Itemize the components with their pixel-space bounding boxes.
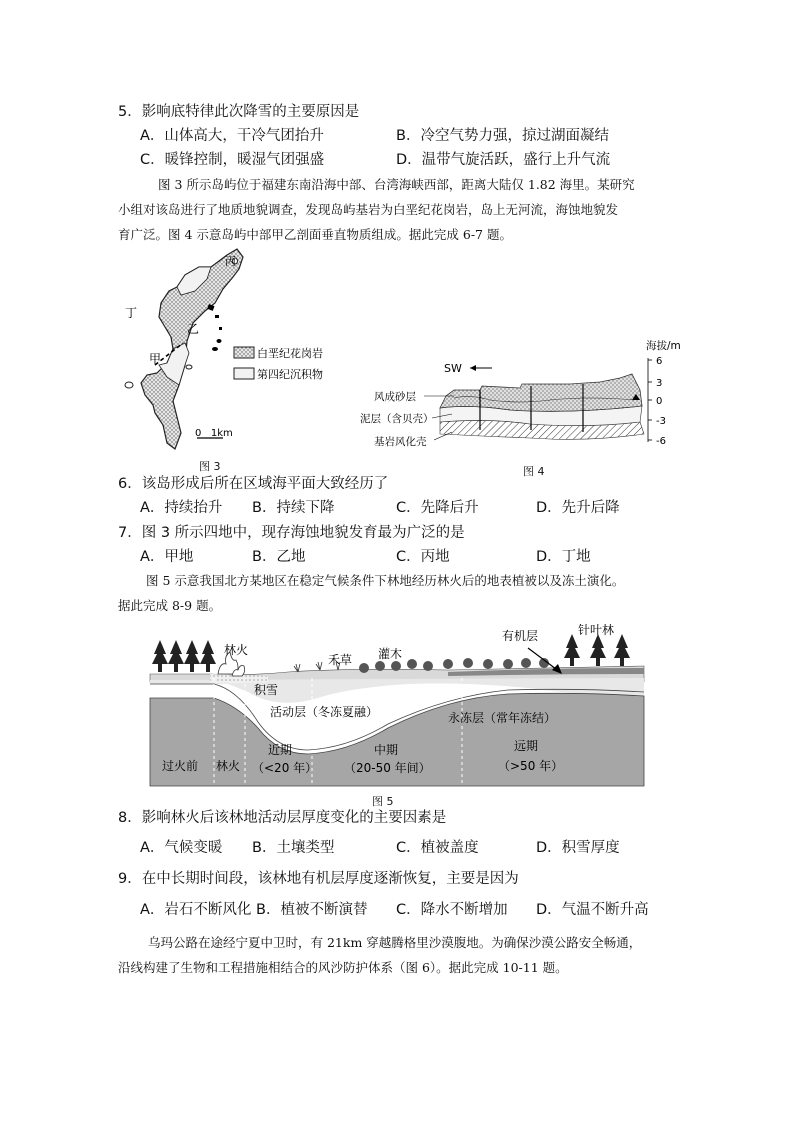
elevation-tick-label: 6 [656, 356, 663, 367]
label-permafrost: 永冻层（常年冻结） [448, 711, 557, 725]
label-organic-layer: 有机层 [502, 629, 539, 643]
elevation-tick-label: 3 [656, 378, 663, 389]
intro-6-7-line-2: 小组对该岛进行了地质地貌调查，发现岛屿基岩为白垩纪花岗岩，岛上无河流，海蚀地貌发 [118, 202, 619, 217]
question-7-stem: 7．图 3 所示四地中，现存海蚀地貌发育最为广泛的是 [118, 525, 465, 541]
label-far-term: 远期 [514, 739, 539, 753]
legend-granite-label: 白垩纪花岗岩 [257, 347, 323, 360]
figure-3-caption: 图 3 [199, 460, 221, 473]
legend-granite-swatch [234, 347, 254, 358]
map-label-jia: 甲 [149, 352, 162, 366]
q5-option-c: C．暖锋控制，暖湿气团强盛 [140, 152, 325, 168]
label-far-term-age: （>50 年） [498, 759, 564, 773]
figure-5-permafrost-diagram [148, 618, 646, 788]
intro-10-11-line-1: 乌玛公路在途经宁夏中卫时，有 21km 穿越腾格里沙漠腹地。为确保沙漠公路安全畅通， [148, 935, 642, 950]
figure-4-caption: 图 4 [523, 465, 545, 478]
conifer-tree-icon [590, 634, 606, 666]
conifer-tree-icon [152, 640, 168, 672]
layer-label-sand: 风成砂层 [374, 391, 416, 403]
q6-option-a: A．持续抬升 [140, 500, 223, 516]
elevation-axis-label: 海拔/m [646, 340, 681, 352]
label-conifer: 针叶林 [578, 623, 615, 637]
elevation-tick-label: -6 [656, 436, 666, 447]
intro-6-7-line-3: 育广泛。图 4 示意岛屿中部甲乙剖面垂直物质组成。据此完成 6-7 题。 [118, 227, 512, 242]
label-before-fire: 过火前 [162, 759, 199, 773]
q7-option-a: A．甲地 [140, 549, 194, 565]
direction-label: SW [444, 362, 462, 375]
q8-option-c: C．植被盖度 [396, 840, 479, 856]
question-9-stem: 9．在中长期时间段，该林地有机层厚度逐渐恢复，主要是因为 [118, 871, 519, 887]
q5-option-b: B．冷空气势力强，掠过湖面凝结 [396, 128, 609, 144]
label-active-layer: 活动层（冬冻夏融） [270, 705, 379, 719]
q7-option-b: B．乙地 [252, 549, 306, 565]
q8-option-a: A．气候变暖 [140, 840, 223, 856]
intro-6-7-line-1: 图 3 所示岛屿位于福建东南沿海中部、台湾海峡西部，距离大陆仅 1.82 海里。某研究 [158, 177, 635, 192]
q9-option-b: B．植被不断演替 [256, 902, 368, 918]
question-6-stem: 6．该岛形成后所在区域海平面大致经历了 [118, 476, 389, 492]
q7-option-c: C．丙地 [396, 549, 450, 565]
q5-option-d: D．温带气旋活跃，盛行上升气流 [396, 152, 611, 168]
conifer-tree-icon [168, 640, 184, 672]
q8-option-d: D．积雪厚度 [536, 840, 620, 856]
conifer-tree-icon [200, 640, 216, 672]
map-label-ding: 丁 [125, 306, 138, 320]
scale-label: 0 1km [195, 428, 233, 439]
figure-4-cross-section [360, 338, 700, 453]
question-5-stem: 5．影响底特律此次降雪的主要原因是 [118, 104, 360, 120]
intro-10-11-line-2: 沿线构建了生物和工程措施相结合的风沙防护体系（图 6）。据此完成 10-11 题。 [118, 960, 568, 975]
label-near-term: 近期 [268, 743, 293, 757]
intro-8-9-line-2: 据此完成 8-9 题。 [118, 598, 222, 613]
figure-5-caption: 图 5 [372, 795, 394, 808]
q7-option-d: D．丁地 [536, 549, 591, 565]
map-label-yi: 乙 [187, 322, 200, 336]
legend-quaternary-label: 第四纪沉积物 [257, 368, 323, 381]
elevation-tick-label: -3 [656, 416, 666, 427]
conifer-tree-icon [614, 634, 630, 666]
q8-option-b: B．土壤类型 [252, 840, 335, 856]
elevation-tick-label: 0 [656, 396, 663, 407]
q6-option-d: D．先升后降 [536, 500, 620, 516]
label-fire-zone: 林火 [216, 759, 241, 773]
q6-option-c: C．先降后升 [396, 500, 479, 516]
layer-label-mud: 泥层（含贝壳） [360, 413, 434, 425]
label-snow: 积雪 [254, 683, 279, 697]
question-8-stem: 8．影响林火后该林地活动层厚度变化的主要因素是 [118, 810, 447, 826]
label-mid-term: 中期 [374, 743, 399, 757]
q9-option-d: D．气温不断升高 [536, 902, 649, 918]
q9-option-c: C．降水不断增加 [396, 902, 508, 918]
label-fire: 林火 [224, 643, 249, 657]
label-mid-term-age: （20-50 年间） [344, 761, 431, 775]
layer-label-bedrock: 基岩风化壳 [374, 436, 427, 448]
figure-3-island-map [115, 245, 360, 460]
conifer-trees-before-fire [152, 640, 216, 672]
q9-option-a: A．岩石不断风化 [140, 902, 252, 918]
legend-quaternary-swatch [234, 368, 254, 379]
label-near-term-age: （<20 年） [252, 761, 318, 775]
q6-option-b: B．持续下降 [252, 500, 335, 516]
conifer-tree-icon [184, 640, 200, 672]
conifer-tree-icon [564, 634, 580, 666]
intro-8-9-line-1: 图 5 示意我国北方某地区在稳定气候条件下林地经历林火后的地表植被以及冻土演化。 [146, 573, 625, 588]
label-shrub: 灌木 [378, 647, 403, 661]
q5-option-a: A．山体高大，干冷气团抬升 [140, 128, 324, 144]
conifer-trees-far-term [564, 634, 630, 666]
map-label-bing: 丙 [225, 255, 236, 268]
label-grass: 禾草 [328, 653, 353, 667]
